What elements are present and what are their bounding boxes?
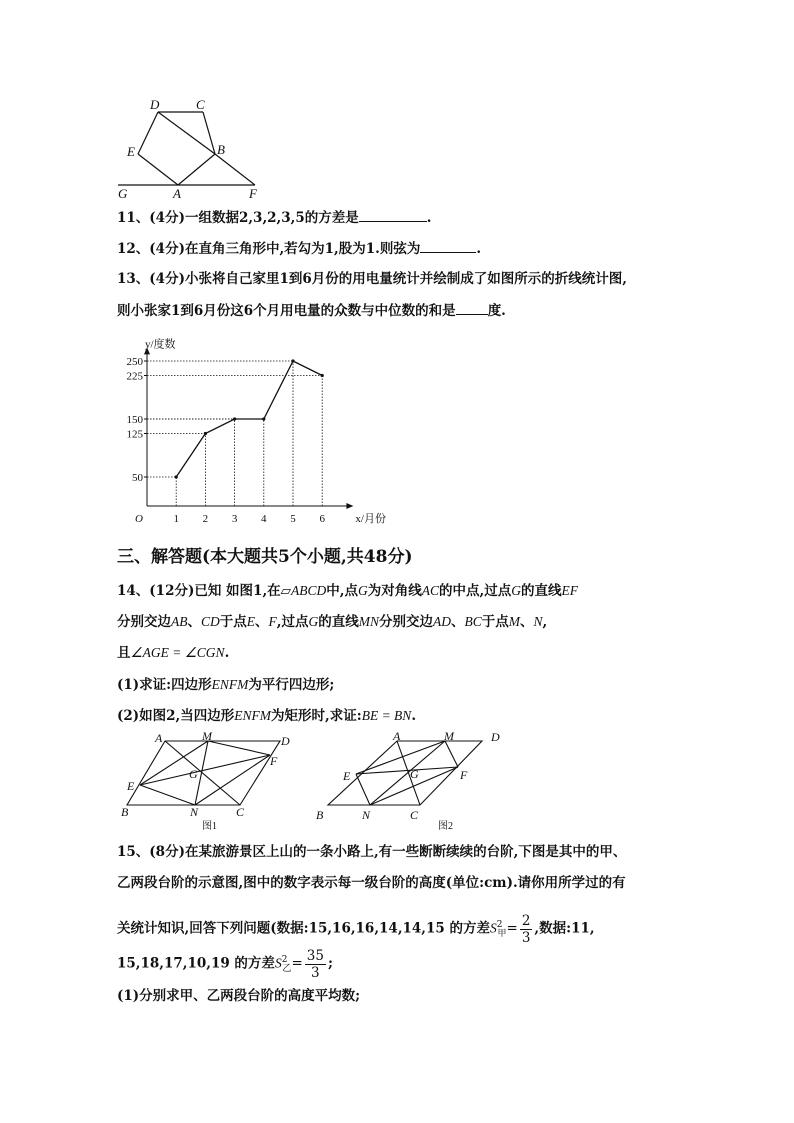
figure-2 [310, 728, 520, 833]
q14-l2r: M [508, 614, 520, 629]
fig2-label-G: G [410, 767, 419, 781]
q14-p2a: (2)如图2,当四边形 [117, 708, 235, 724]
q15-l4den: 3 [311, 964, 320, 981]
q15-l1: 15、(8分)在某旅游景区上山的一条小路上,有一些断断续续的台阶,下图是其中的甲、 [117, 844, 627, 860]
question-15-line-2 [117, 873, 626, 893]
fig2-label-D: D [491, 730, 500, 744]
q14-l2t: N [533, 614, 543, 629]
fig1-label-D: D [281, 734, 290, 748]
fig1-caption: 图1 [202, 821, 217, 832]
q14-l2n: AD [432, 614, 451, 629]
fig1-label-C: C [236, 805, 245, 819]
q15-p1: (1)分别求甲、乙两段台阶的高度平均数; [117, 988, 361, 1004]
q14-p2b: ENFM [234, 708, 272, 723]
x-tick-label: 1 [173, 513, 179, 525]
y-tick-label: 125 [126, 428, 143, 441]
q14-l2q: 于点 [481, 614, 509, 630]
q15-l3den: 3 [521, 929, 531, 946]
q11-end: . [426, 210, 432, 226]
q14-l2f: E [246, 614, 256, 629]
q13-end: 度. [487, 303, 506, 319]
question-14-line-1: 14、(12分)已知 如图1,在▱ABCD中,点G为对角线AC的中点,过点G的直线EF [117, 583, 578, 599]
x-tick-label: 5 [290, 513, 296, 525]
q15-l3a: 关统计知识,回答下列问题(数据:15,16,16,14,14,15 的方差 [117, 920, 490, 937]
q14-l2d: CD [201, 614, 220, 629]
question-15-line-1 [117, 842, 626, 862]
y-tick-label: 50 [132, 472, 143, 484]
q14-p1b: ENFM [211, 677, 249, 692]
fig2-label-A: A [393, 729, 401, 743]
electricity-line-chart [110, 328, 400, 533]
q15-l3f: ,数据:11, [534, 920, 595, 937]
label-E: E [127, 144, 135, 159]
q14-l1d: G [358, 583, 368, 598]
data-point [291, 359, 294, 362]
q14-l2c: 、 [187, 614, 201, 630]
q15-l4num: 35 [306, 947, 324, 964]
question-11 [117, 207, 431, 228]
q14-l1f: AC [421, 583, 440, 598]
q15-l4d: 乙 [282, 964, 292, 975]
q15-fraction-jia [520, 913, 533, 946]
question-15-line-4 [117, 942, 333, 987]
y-tick-label: 150 [126, 414, 143, 426]
q15-l4e: = [291, 955, 303, 972]
q14-l1h: G [511, 583, 521, 598]
figure-1 [115, 728, 305, 833]
y-axis-label: y/度数 [145, 338, 176, 351]
question-14-part-1 [117, 675, 334, 695]
q14-l2l: MN [358, 614, 379, 629]
q12-answer-blank [420, 238, 476, 253]
q15-l3c: 2 [496, 920, 503, 930]
label-D: D [150, 97, 160, 112]
q14-l2o: 、 [450, 614, 465, 630]
q14-angle-equation: ∠AGE = ∠CGN [130, 645, 225, 660]
fig2-caption: 图2 [438, 821, 453, 832]
q14-l1c: 中,点 [326, 583, 358, 599]
fig1-label-N: N [190, 805, 199, 819]
q14-l2i: ,过点 [276, 614, 309, 630]
q12-end: . [476, 241, 482, 257]
data-point [321, 374, 324, 377]
q14-l2g: 、 [255, 614, 269, 630]
q15-l4f: ; [327, 955, 333, 972]
q14-l1g: 的中点,过点 [439, 583, 512, 599]
x-tick-label: 3 [231, 513, 238, 525]
q13-line1: 13、(4分)小张将自己家里1到6月份的用电量统计并绘制成了如图所示的折线统计图, [117, 271, 627, 287]
y-tick-label: 250 [126, 356, 143, 368]
fig2-label-C: C [410, 808, 419, 822]
q14-l2u: , [542, 614, 548, 630]
q14-p1c: 为平行四边形; [248, 677, 335, 693]
label-A: A [173, 186, 181, 201]
q11-answer-blank [359, 207, 427, 222]
q11-data: 2,3,2,3,5 [238, 210, 305, 226]
q15-l4c: 2 [281, 955, 288, 965]
q14-l2e: 于点 [219, 614, 247, 630]
data-point [262, 417, 265, 420]
fig1-label-M: M [202, 729, 212, 743]
fig1-label-E: E [127, 779, 135, 793]
label-F: F [249, 186, 257, 201]
label-B: B [217, 142, 225, 157]
question-12 [117, 238, 481, 259]
q14-l2b: AB [171, 614, 188, 629]
fig1-label-A: A [155, 731, 163, 745]
question-13-line-1 [117, 269, 627, 289]
question-14-line-2 [117, 612, 547, 632]
q14-p1a: (1)求证:四边形 [117, 677, 212, 693]
q15-fraction-yi [305, 948, 326, 981]
origin-label: O [135, 513, 143, 525]
q14-l2p: BC [464, 614, 482, 629]
q14-l1a: 14、(12分)已知 如图1,在 [117, 583, 281, 599]
label-C: C [196, 97, 205, 112]
q14-p2c: 为矩形时,求证: [271, 708, 362, 724]
x-axis-label: x/月份 [355, 513, 386, 525]
x-tick-label: 4 [261, 513, 267, 525]
x-tick-label: 2 [202, 513, 209, 525]
q14-l2a: 分别交边 [117, 614, 171, 630]
fig1-label-G: G [189, 767, 198, 781]
q14-l2h: F [268, 614, 277, 629]
x-axis-arrow [346, 503, 353, 509]
q14-l2k: 的直线 [318, 614, 359, 630]
q14-l3a: 且 [117, 645, 131, 661]
q15-l3num: 2 [521, 912, 531, 929]
question-13-line-2 [117, 300, 506, 321]
fig1-label-B: B [121, 805, 129, 819]
q14-l1i: 的直线 [520, 583, 562, 599]
fig2-label-M: M [444, 729, 454, 743]
q15-variance-symbol-yi: S [274, 955, 282, 971]
section-3-title: 三、解答题(本大题共5个小题,共48分) [117, 547, 413, 567]
q14-l3c: . [224, 645, 230, 661]
top-geometry-figure [110, 92, 270, 202]
q14-p2e: . [411, 708, 417, 724]
question-15-part-1 [117, 986, 360, 1006]
y-tick-label: 225 [126, 370, 143, 383]
question-14-part-2 [117, 706, 416, 726]
x-tick-label: 6 [319, 513, 325, 525]
q12-text: 12、(4分)在直角三角形中,若勾为1,股为1.则弦为 [117, 241, 421, 257]
question-14-line-3 [117, 643, 229, 663]
q14-p2d: BE = BN [361, 708, 412, 723]
q14-parallelogram: ABCD [291, 583, 327, 598]
q11-prefix: 11、(4分)一组数据 [117, 210, 239, 226]
q15-l4a: 15,18,17,10,19 的方差 [117, 955, 275, 972]
data-point [204, 432, 207, 435]
fig2-label-B: B [316, 808, 324, 822]
q15-l2: 乙两段台阶的示意图,图中的数字表示每一级台阶的高度(单位:cm).请你用所学过的有 [117, 875, 626, 891]
label-G: G [118, 186, 128, 201]
fig2-label-E: E [343, 769, 351, 783]
q15-variance-symbol-jia: S [490, 920, 497, 936]
q13-line2: 则小张家1到6月份这6个月用电量的众数与中位数的和是 [117, 303, 456, 319]
q14-l1e: 为对角线 [367, 583, 422, 599]
data-point [175, 475, 178, 478]
q15-l3e: = [506, 920, 518, 937]
q14-l2s: 、 [519, 614, 534, 630]
q14-l2m: 分别交边 [378, 614, 433, 630]
fig1-label-F: F [270, 754, 278, 768]
data-point [233, 417, 236, 420]
fig2-label-F: F [460, 768, 468, 782]
fig2-label-N: N [362, 808, 371, 822]
q14-l1j: EF [561, 583, 578, 598]
q14-l2j: G [308, 614, 319, 629]
q13-answer-blank [456, 300, 488, 315]
q15-l3d: 甲 [497, 929, 507, 940]
q11-suffix: 的方差是 [304, 210, 359, 226]
